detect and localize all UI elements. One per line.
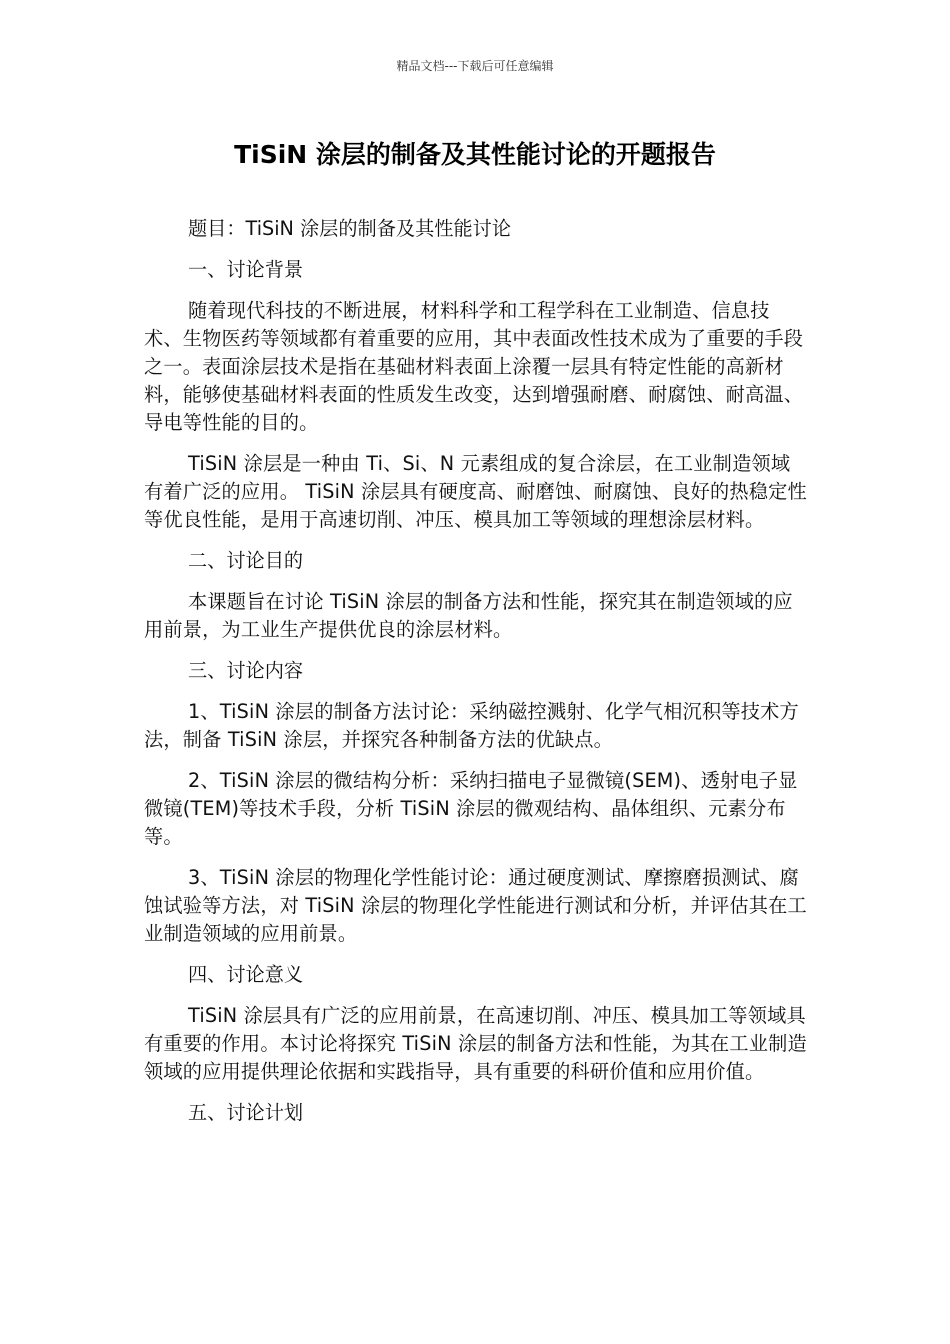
paragraph-significance: TiSiN 涂层具有广泛的应用前景，在高速切削、冲压、模具加工等领域具有重要的作用。本讨论将探究 TiSiN 涂层的制备方法和性能，为其在工业制造领域的应用提供理论依据和实践指导，具有重要的科研价值和应用价值。 — [144, 1004, 807, 1083]
section-heading-plan: 五、讨论计划 — [188, 1101, 304, 1124]
paragraph-content-3: 3、TiSiN 涂层的物理化学性能讨论：通过硬度测试、摩擦磨损测试、腐蚀试验等方法，对 TiSiN 涂层的物理化学性能进行测试和分析，并评估其在工业制造领域的应用前景。 — [144, 866, 807, 945]
paragraph-content-1: 1、TiSiN 涂层的制备方法讨论：采纳磁控溅射、化学气相沉积等技术方法，制备 TiSiN 涂层，并探究各种制备方法的优缺点。 — [144, 700, 799, 751]
document-title: TiSiN 涂层的制备及其性能讨论的开题报告 — [234, 140, 716, 169]
paragraph-purpose: 本课题旨在讨论 TiSiN 涂层的制备方法和性能，探究其在制造领域的应用前景，为工业生产提供优良的涂层材料。 — [144, 590, 793, 641]
topic-line: 题目：TiSiN 涂层的制备及其性能讨论 — [188, 217, 512, 240]
header-note: 精品文档---下载后可任意编辑 — [396, 59, 554, 73]
paragraph-content-2: 2、TiSiN 涂层的微结构分析：采纳扫描电子显微镜(SEM)、透射电子显微镜(TEM)等技术手段，分析 TiSiN 涂层的微观结构、晶体组织、元素分布等。 — [144, 769, 798, 848]
section-heading-significance: 四、讨论意义 — [188, 963, 304, 986]
section-heading-background: 一、讨论背景 — [188, 258, 304, 281]
paragraph-background-2: TiSiN 涂层是一种由 Ti、Si、N 元素组成的复合涂层，在工业制造领域有着广泛的应用。 TiSiN 涂层具有硬度高、耐磨蚀、耐腐蚀、良好的热稳定性等优良性能，是用于高速切削、冲压、模具加工等领域的理想涂层材料。 — [144, 452, 807, 531]
paragraph-background-1: 随着现代科技的不断进展，材料科学和工程学科在工业制造、信息技术、生物医药等领域都有着重要的应用，其中表面改性技术成为了重要的手段之一。表面涂层技术是指在基础材料表面上涂覆一层具有特定性能的高新材料，能够使基础材料表面的性质发生改变，达到增强耐磨、耐腐蚀、耐高温、导电等性能的目的。 — [144, 299, 804, 434]
section-heading-purpose: 二、讨论目的 — [188, 549, 304, 572]
document-body — [144, 215, 808, 1140]
section-heading-content: 三、讨论内容 — [188, 659, 304, 682]
